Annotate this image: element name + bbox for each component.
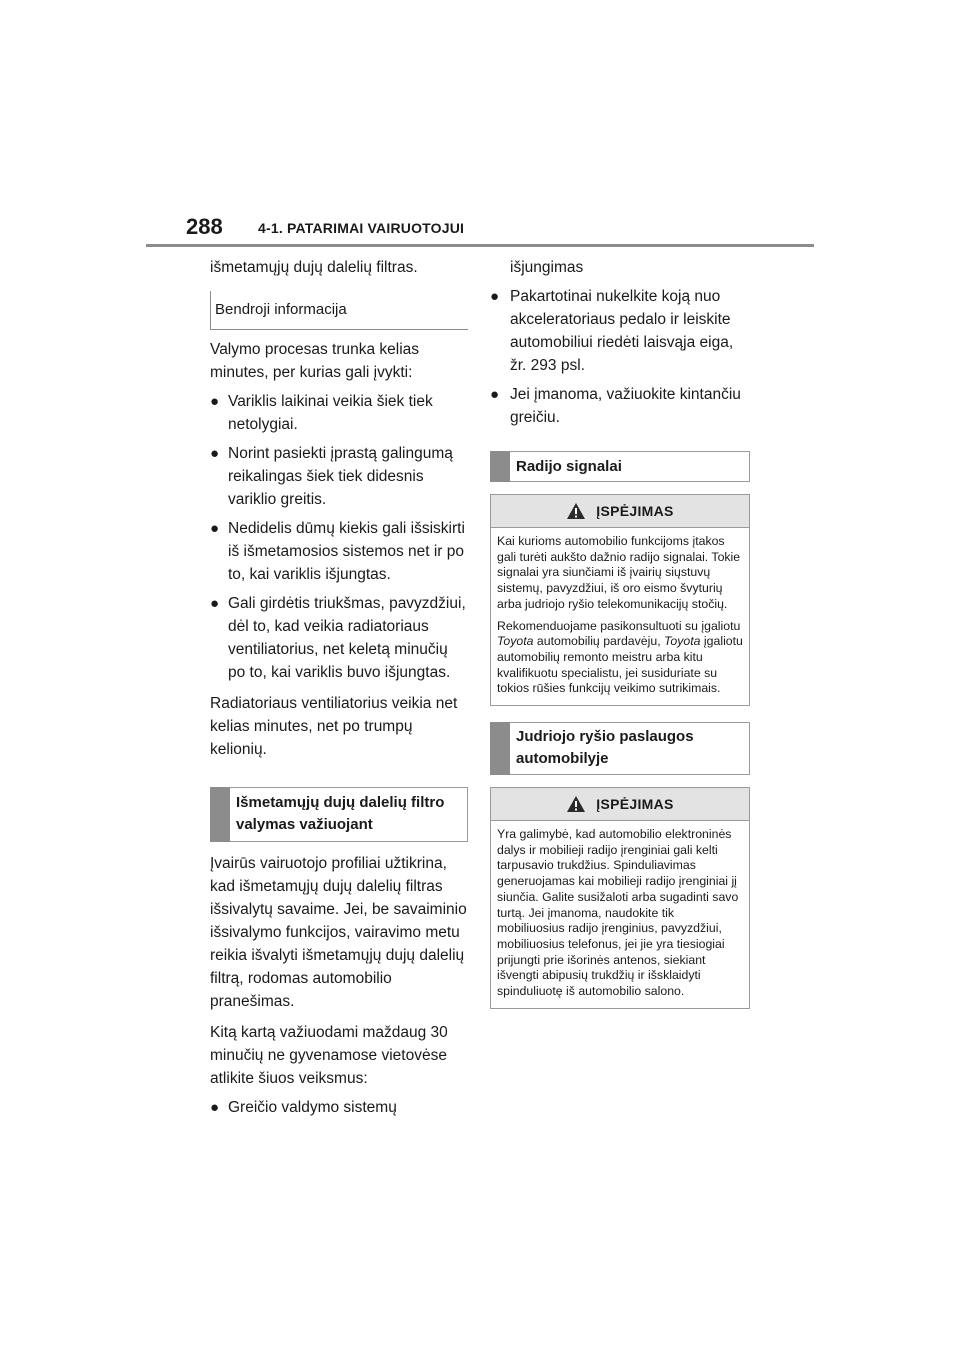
bullet-icon: ● (210, 1099, 220, 1116)
bullet-icon: ● (490, 386, 500, 403)
warning-header (491, 788, 749, 821)
next-time-text: Kitą kartą važiuodami maždaug 30 minučių ne gyvenamose vietovėse atlikite šiuos veiksmus: (210, 1024, 448, 1087)
warning-paragraph: Rekomenduojame pasikonsultuoti su įgaliotu Toyota automobilių pardavėju, Toyota įgaliotu automobilių remonto meistru arba kitu kvalifikuotu specialistu, jei susiduriate su tokios rūšies funkcijų veikimo sutrikimais. (497, 618, 743, 696)
warning-triangle-icon (566, 502, 586, 520)
list-item: ● Gali girdėtis triukšmas, pavyzdžiui, dėl to, kad veikia radiatoriaus ventiliatorius, net keletą minučių po to, kai variklis buvo išjungtas. (210, 592, 468, 684)
warning-box-radio (490, 494, 750, 706)
section-title: 4-1. PATARIMAI VAIRUOTOJUI (258, 220, 465, 236)
general-info-heading: Bendroji informacija (210, 291, 468, 330)
page-header (0, 0, 960, 250)
warning-box-mobile (490, 787, 750, 1009)
bullet-icon: ● (210, 393, 220, 410)
list-item: ● Variklis laikinai veikia šiek tiek netolygiai. (210, 390, 468, 436)
warning-header (491, 495, 749, 528)
list-item: ● Jei įmanoma, važiuokite kintančiu greičiu. (490, 383, 750, 429)
radio-signals-heading: Radijo signalai (490, 451, 750, 482)
intro-text: išmetamųjų dujų dalelių filtras. (210, 259, 418, 276)
list-item: ● Pakartotinai nukelkite koją nuo akceleratoriaus pedalo ir leiskite automobiliui riedėti laisvąja eiga, žr. 293 psl. (490, 285, 750, 377)
bullet-icon: ● (210, 445, 220, 462)
list-item: ● Norint pasiekti įprastą galingumą reikalingas šiek tiek didesnis variklio greitis. (210, 442, 468, 511)
header-divider (146, 244, 814, 247)
list-item: ● Greičio valdymo sistemų (210, 1096, 468, 1119)
cleaning-intro: Valymo procesas trunka kelias minutes, per kurias gali įvykti: (210, 341, 420, 381)
left-column (210, 254, 468, 1119)
list-item: ● Nedidelis dūmų kiekis gali išsiskirti iš išmetamosios sistemos net ir po to, kai variklis išjungtas. (210, 517, 468, 586)
brand-name: Toyota (664, 634, 701, 649)
warning-triangle-icon (566, 795, 586, 813)
heading-bar (210, 787, 230, 842)
warning-body (491, 821, 749, 1008)
heading-bar (490, 722, 510, 775)
warning-title: ĮSPĖJIMAS (596, 503, 674, 519)
heading-bar (490, 451, 510, 482)
warning-body (491, 528, 749, 705)
brand-name: Toyota (497, 634, 534, 649)
bullet-icon: ● (490, 288, 500, 305)
page-number: 288 (186, 214, 223, 239)
warning-title: ĮSPĖJIMAS (596, 796, 674, 813)
profiles-text: Įvairūs vairuotojo profiliai užtikrina, kad išmetamųjų dujų dalelių filtras išsivalytų savaime. Jei, be savaiminio išsivalymo funkcijos, vairavimo metu reikia išvalyti išmetamųjų dujų dalelių filtrą, rodomas automobilio pranešimas. (210, 855, 467, 1010)
fan-note: Radiatoriaus ventiliatorius veikia net kelias minutes, net po trumpų kelionių. (210, 695, 458, 758)
right-column (490, 254, 750, 1009)
bullet-icon: ● (210, 595, 220, 612)
warning-paragraph: Kai kurioms automobilio funkcijoms įtakos gali turėti aukšto dažnio radijo signalai. Tokie signalai yra siunčiami iš įvairių siųstuvų sistemų, pavyzdžiui, iš oro eismo švyturių arba judriojo ryšio telekomunikacijų stočių. (497, 534, 741, 611)
continuation-text: išjungimas (510, 259, 584, 276)
mobile-services-heading: Judriojo ryšio paslaugos automobilyje (490, 722, 750, 775)
filter-cleaning-heading: Išmetamųjų dujų dalelių filtro valymas važiuojant (210, 787, 468, 842)
warning-paragraph: Yra galimybė, kad automobilio elektroninės dalys ir mobilieji radijo įrenginiai gali kelti tarpusavio trukdžius. Spinduliavimas generuojamas kai mobilieji radijo įrenginiai jį siunčia. Galite susižaloti arba sugadinti savo turtą. Jei įmanoma, naudokite tik mobiliuosius radijo įrenginius, pavyzdžiui, mobiliuosius telefonus, jei jie yra tiesiogiai prijungti prie išorinės antenos, siekiant išvengti abipusių trukdžių ir išsklaidyti spinduliuotę iš automobilio salono. (497, 827, 739, 999)
bullet-icon: ● (210, 520, 220, 537)
